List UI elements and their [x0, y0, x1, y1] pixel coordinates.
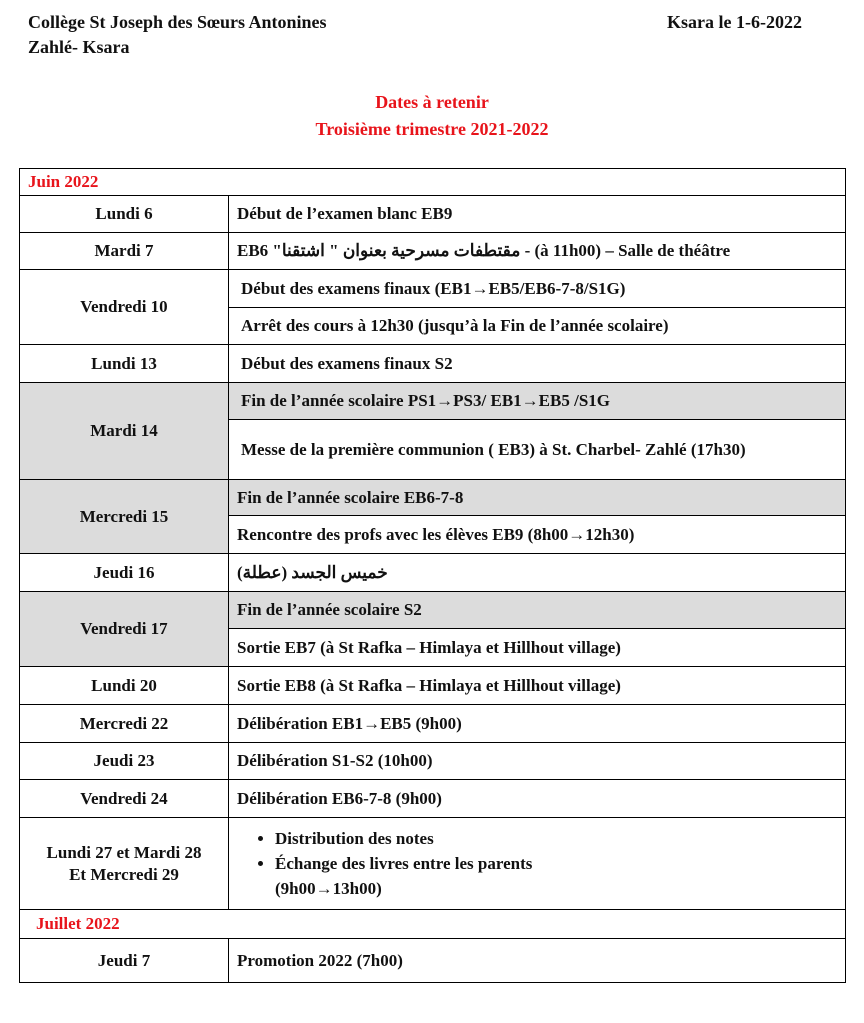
day-cell: Jeudi 23 — [20, 743, 229, 780]
day-cell — [20, 818, 229, 910]
document-date: Ksara le 1-6-2022 — [667, 12, 802, 32]
title-trimester: Troisième trimestre 2021-2022 — [315, 119, 549, 139]
day-line: Et Mercredi 29 — [69, 864, 179, 884]
day-cell: Vendredi 17 — [20, 592, 229, 667]
table-row — [20, 667, 846, 705]
day-cell: Mardi 7 — [20, 233, 229, 270]
event-cell: Fin de l’année scolaire EB6-7-8 — [229, 480, 846, 516]
list-item-text: (9h00→13h00) — [275, 879, 382, 898]
day-cell: Jeudi 7 — [20, 939, 229, 983]
event-cell: Délibération EB6-7-8 (9h00) — [229, 780, 846, 818]
table-row — [20, 233, 846, 270]
event-cell: EB6 "مقتطفات مسرحية بعنوان " اشتقنا - (à 11h00) – Salle de théâtre — [229, 233, 846, 270]
table-row — [20, 480, 846, 516]
event-cell: Messe de la première communion ( EB3) à St. Charbel- Zahlé (17h30) — [229, 420, 846, 480]
day-line: Lundi 27 et Mardi 28 — [46, 842, 202, 862]
school-header — [28, 10, 327, 60]
schedule-table — [19, 168, 846, 983]
day-cell: Mardi 14 — [20, 383, 229, 480]
event-cell: Promotion 2022 (7h00) — [229, 939, 846, 983]
month-row-june — [20, 169, 846, 196]
event-cell: خميس الجسد (عطلة) — [229, 554, 846, 592]
event-cell: Rencontre des profs avec les élèves EB9 (8h00→12h30) — [229, 516, 846, 554]
list-item: • Distribution des notes — [275, 826, 837, 851]
school-location: Zahlé- Ksara — [28, 37, 130, 57]
event-cell: Arrêt des cours à 12h30 (jusqu’à la Fin de l’année scolaire) — [229, 308, 846, 345]
table-row — [20, 780, 846, 818]
table-row — [20, 554, 846, 592]
event-cell: Début des examens finaux (EB1→EB5/EB6-7-8/S1G) — [229, 270, 846, 308]
month-july: Juillet 2022 — [20, 910, 846, 939]
event-cell: Début de l’examen blanc EB9 — [229, 196, 846, 233]
document-titles — [0, 89, 864, 143]
table-row — [20, 705, 846, 743]
day-cell: Lundi 20 — [20, 667, 229, 705]
month-row-july — [20, 910, 846, 939]
table-row — [20, 592, 846, 629]
title-dates: Dates à retenir — [375, 92, 489, 112]
list-item — [275, 851, 837, 901]
table-row — [20, 345, 846, 383]
event-cell: Délibération EB1→EB5 (9h00) — [229, 705, 846, 743]
table-row — [20, 383, 846, 420]
event-cell: Fin de l’année scolaire PS1→PS3/ EB1→EB5 /S1G — [229, 383, 846, 420]
event-cell: Début des examens finaux S2 — [229, 345, 846, 383]
day-cell: Lundi 13 — [20, 345, 229, 383]
list-item-text: Échange des livres entre les parents — [275, 854, 533, 873]
table-row — [20, 818, 846, 910]
day-cell: Mercredi 22 — [20, 705, 229, 743]
day-cell: Vendredi 10 — [20, 270, 229, 345]
day-cell: Jeudi 16 — [20, 554, 229, 592]
bullet-list — [237, 826, 837, 901]
event-cell: Fin de l’année scolaire S2 — [229, 592, 846, 629]
table-row — [20, 743, 846, 780]
event-cell: Délibération S1-S2 (10h00) — [229, 743, 846, 780]
month-june: Juin 2022 — [20, 169, 846, 196]
event-cell: Sortie EB7 (à St Rafka – Himlaya et Hillhout village) — [229, 629, 846, 667]
day-cell: Mercredi 15 — [20, 480, 229, 554]
table-row — [20, 270, 846, 308]
event-cell — [229, 818, 846, 910]
event-cell: Sortie EB8 (à St Rafka – Himlaya et Hillhout village) — [229, 667, 846, 705]
table-row — [20, 196, 846, 233]
day-cell: Lundi 6 — [20, 196, 229, 233]
day-cell: Vendredi 24 — [20, 780, 229, 818]
table-row — [20, 939, 846, 983]
school-name: Collège St Joseph des Sœurs Antonines — [28, 12, 327, 32]
